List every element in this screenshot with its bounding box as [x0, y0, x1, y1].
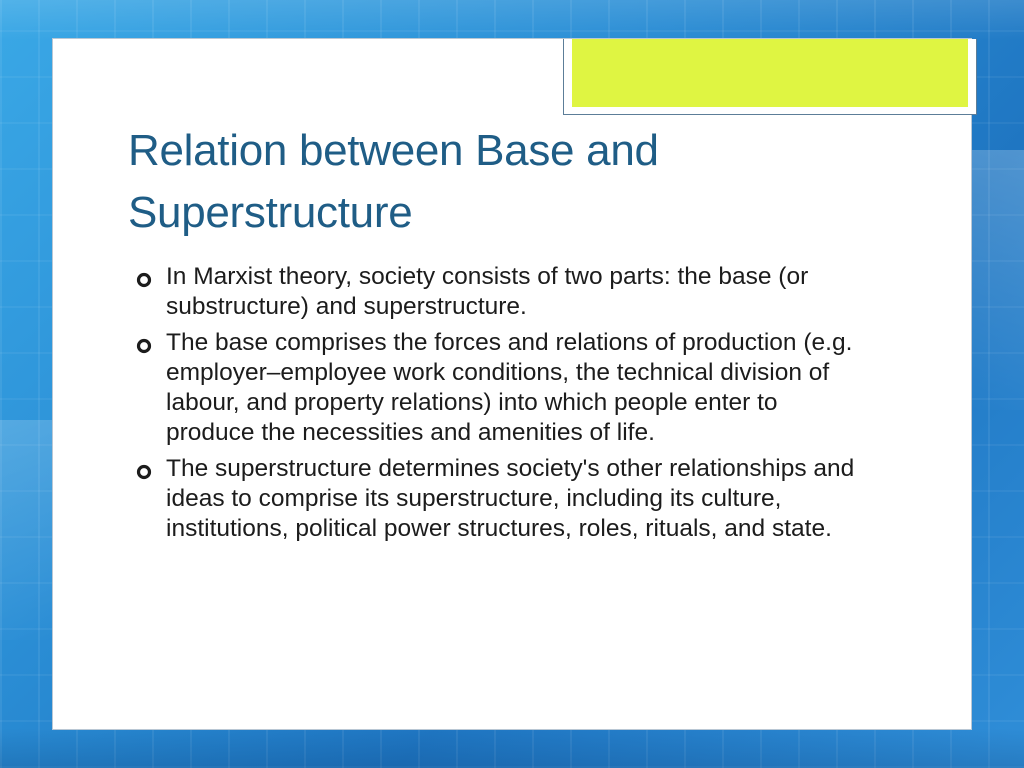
- background-facet: [969, 150, 1024, 410]
- accent-fill: [572, 39, 968, 107]
- bullet-item: [132, 454, 872, 544]
- bullet-text: The superstructure determines society's other relationships and ideas to comprise its superstructure, including its culture, institutions, political power structures, roles, rituals, and state.: [166, 455, 855, 542]
- bullet-list: [132, 262, 872, 550]
- bullet-item: [132, 262, 872, 322]
- bullet-text: The base comprises the forces and relations of production (e.g. employer–employee work conditions, the technical division of labour, and property relations) into which people enter to produce the necessities and amenities of life.: [166, 329, 853, 446]
- accent-tab: [563, 39, 977, 115]
- title-line-2: Superstructure: [128, 188, 413, 237]
- background-facet: [0, 420, 60, 640]
- bullet-text: In Marxist theory, society consists of two parts: the base (or substructure) and superstructure.: [166, 263, 809, 320]
- hollow-circle-bullet-icon: [136, 272, 152, 288]
- hollow-circle-bullet-icon: [136, 338, 152, 354]
- title-line-1: Relation between Base and: [128, 126, 659, 175]
- bullet-item: [132, 328, 872, 448]
- background-shadow: [0, 728, 1024, 768]
- slide-title: [128, 120, 888, 244]
- hollow-circle-bullet-icon: [136, 464, 152, 480]
- background-highlight: [0, 0, 1024, 40]
